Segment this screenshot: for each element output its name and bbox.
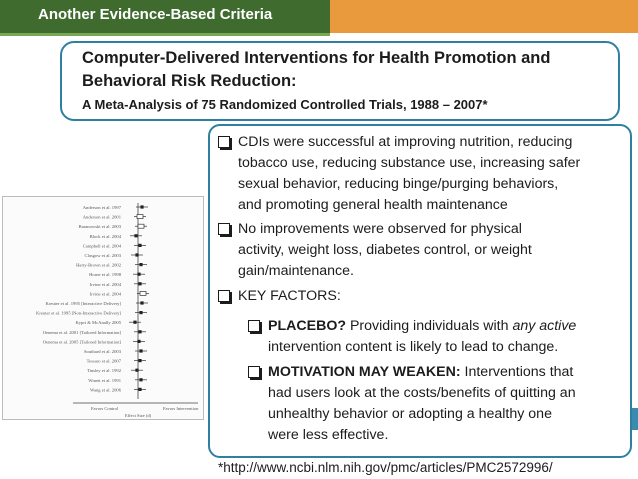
forest-study-label: Campbell et al. 2004 [82,243,121,249]
forest-study-label: Tessaro et al. 2007 [86,358,121,364]
forest-point [140,291,146,295]
bullet-1-line-2: tobacco use, reducing substance use, increasing safer [238,155,581,171]
forest-point [133,321,136,324]
section-title: Another Evidence-Based Criteria [38,6,273,23]
forest-favors-intervention: Favors Intervention [163,406,199,411]
forest-point [139,349,142,352]
bullet-3 [218,286,341,307]
checkbox-bullet-icon [218,290,230,302]
motivation-text-1: Interventions that [460,364,574,380]
forest-point [138,388,141,391]
placebo-italic: any active [512,318,577,334]
forest-study-label: Oenema et al. 2005 [Tailored Information] [42,339,121,345]
motivation-text-2: had users look at the costs/benefits of quitting an [268,385,576,401]
forest-point [134,234,137,237]
checkbox-bullet-icon [248,366,260,378]
forest-plot-image [2,196,204,420]
checkbox-bullet-icon [218,136,230,148]
placebo-label: PLACEBO? [268,318,347,334]
forest-study-label: Block et al. 2004 [89,233,121,239]
forest-point [137,215,143,219]
forest-point [138,359,141,362]
forest-point [138,282,141,285]
forest-point [135,369,138,372]
forest-study-label: Winett et al. 1991 [88,377,121,383]
forest-study-label: Kypri & McAnally 2005 [75,320,121,326]
bullet-1-line-3: sexual behavior, reducing binge/purging behaviors, [238,176,559,192]
forest-point [138,224,144,228]
forest-point [138,330,141,333]
forest-study-label: Oenema et al. 2001 [Tailored Information] [42,329,121,335]
forest-study-label: Anderson et al. 1997 [82,205,121,210]
placebo-text-1: Providing individuals with [346,318,513,334]
banner-green-strip [0,33,330,36]
bullet-2-line-2: activity, weight loss, diabetes control, or weight [238,242,532,258]
motivation-label: MOTIVATION MAY WEAKEN: [268,364,461,380]
forest-study-label: Baranowski et al. 2003 [78,224,121,230]
forest-study-label: Irvine et al. 2004 [89,281,121,287]
forest-study-label: Horne et al. 1998 [89,272,121,278]
forest-study-label: Kreuter et al. 1995 [Non-Interactive Delivery] [36,310,121,316]
bullet-2-line-3: gain/maintenance. [238,263,354,279]
footnote-url: *http://www.ncbi.nlm.nih.gov/pmc/articles/PMC2572996/ [218,460,553,475]
bullet-3-line-1: KEY FACTORS: [238,288,341,304]
forest-point [138,244,141,247]
forest-point [139,378,142,381]
forest-study-label: Wang et al. 2006 [89,387,121,393]
bullet-2 [218,219,532,282]
title-line-1: Computer-Delivered Interventions for Health Promotion and [82,49,551,67]
sub-bullet-placebo [248,316,576,358]
banner-orange-block [330,0,638,33]
content-box [208,124,632,458]
forest-point [137,273,140,276]
checkbox-bullet-icon [248,320,260,332]
forest-point [139,263,142,266]
forest-point [140,205,143,208]
bullet-2-line-1: No improvements were observed for physical [238,221,522,237]
forest-favors-control: Favors Control [91,406,119,411]
title-line-2: Behavioral Risk Reduction: [82,72,297,90]
forest-study-label: Tinsley et al. 1992 [86,368,121,374]
forest-plot-svg [3,197,203,419]
subtitle: A Meta-Analysis of 75 Randomized Controlled Trials, 1988 – 2007* [82,97,488,112]
top-banner [0,0,638,33]
bullet-1 [218,132,580,216]
forest-point [135,253,138,256]
forest-study-label: Southard et al. 2003 [84,349,121,354]
forest-point [139,311,142,314]
forest-study-label: Anderson et al. 2001 [82,214,121,220]
forest-point [140,301,143,304]
forest-axis-label: Effect Size (d) [125,413,152,418]
forest-study-label: Irvine et al. 2004 [89,291,121,297]
bullet-1-line-4: and promoting general health maintenance [238,197,508,213]
placebo-text-2: intervention content is likely to lead to change. [268,339,559,355]
forest-study-label: Clasgow et al. 2003 [84,253,121,258]
sub-bullet-motivation [248,362,576,446]
motivation-text-3: unhealthy behavior or adopting a healthy one [268,406,552,422]
motivation-text-4: were less effective. [268,427,389,443]
title-panel [60,41,620,121]
forest-study-label: Kreuter et al. 1995 [Interactive Delivery] [45,301,121,306]
forest-point [137,340,140,343]
forest-study-label: Harty-Brown et al. 2002 [76,262,121,268]
checkbox-bullet-icon [218,223,230,235]
bullet-1-line-1: CDIs were successful at improving nutrition, reducing [238,134,573,150]
